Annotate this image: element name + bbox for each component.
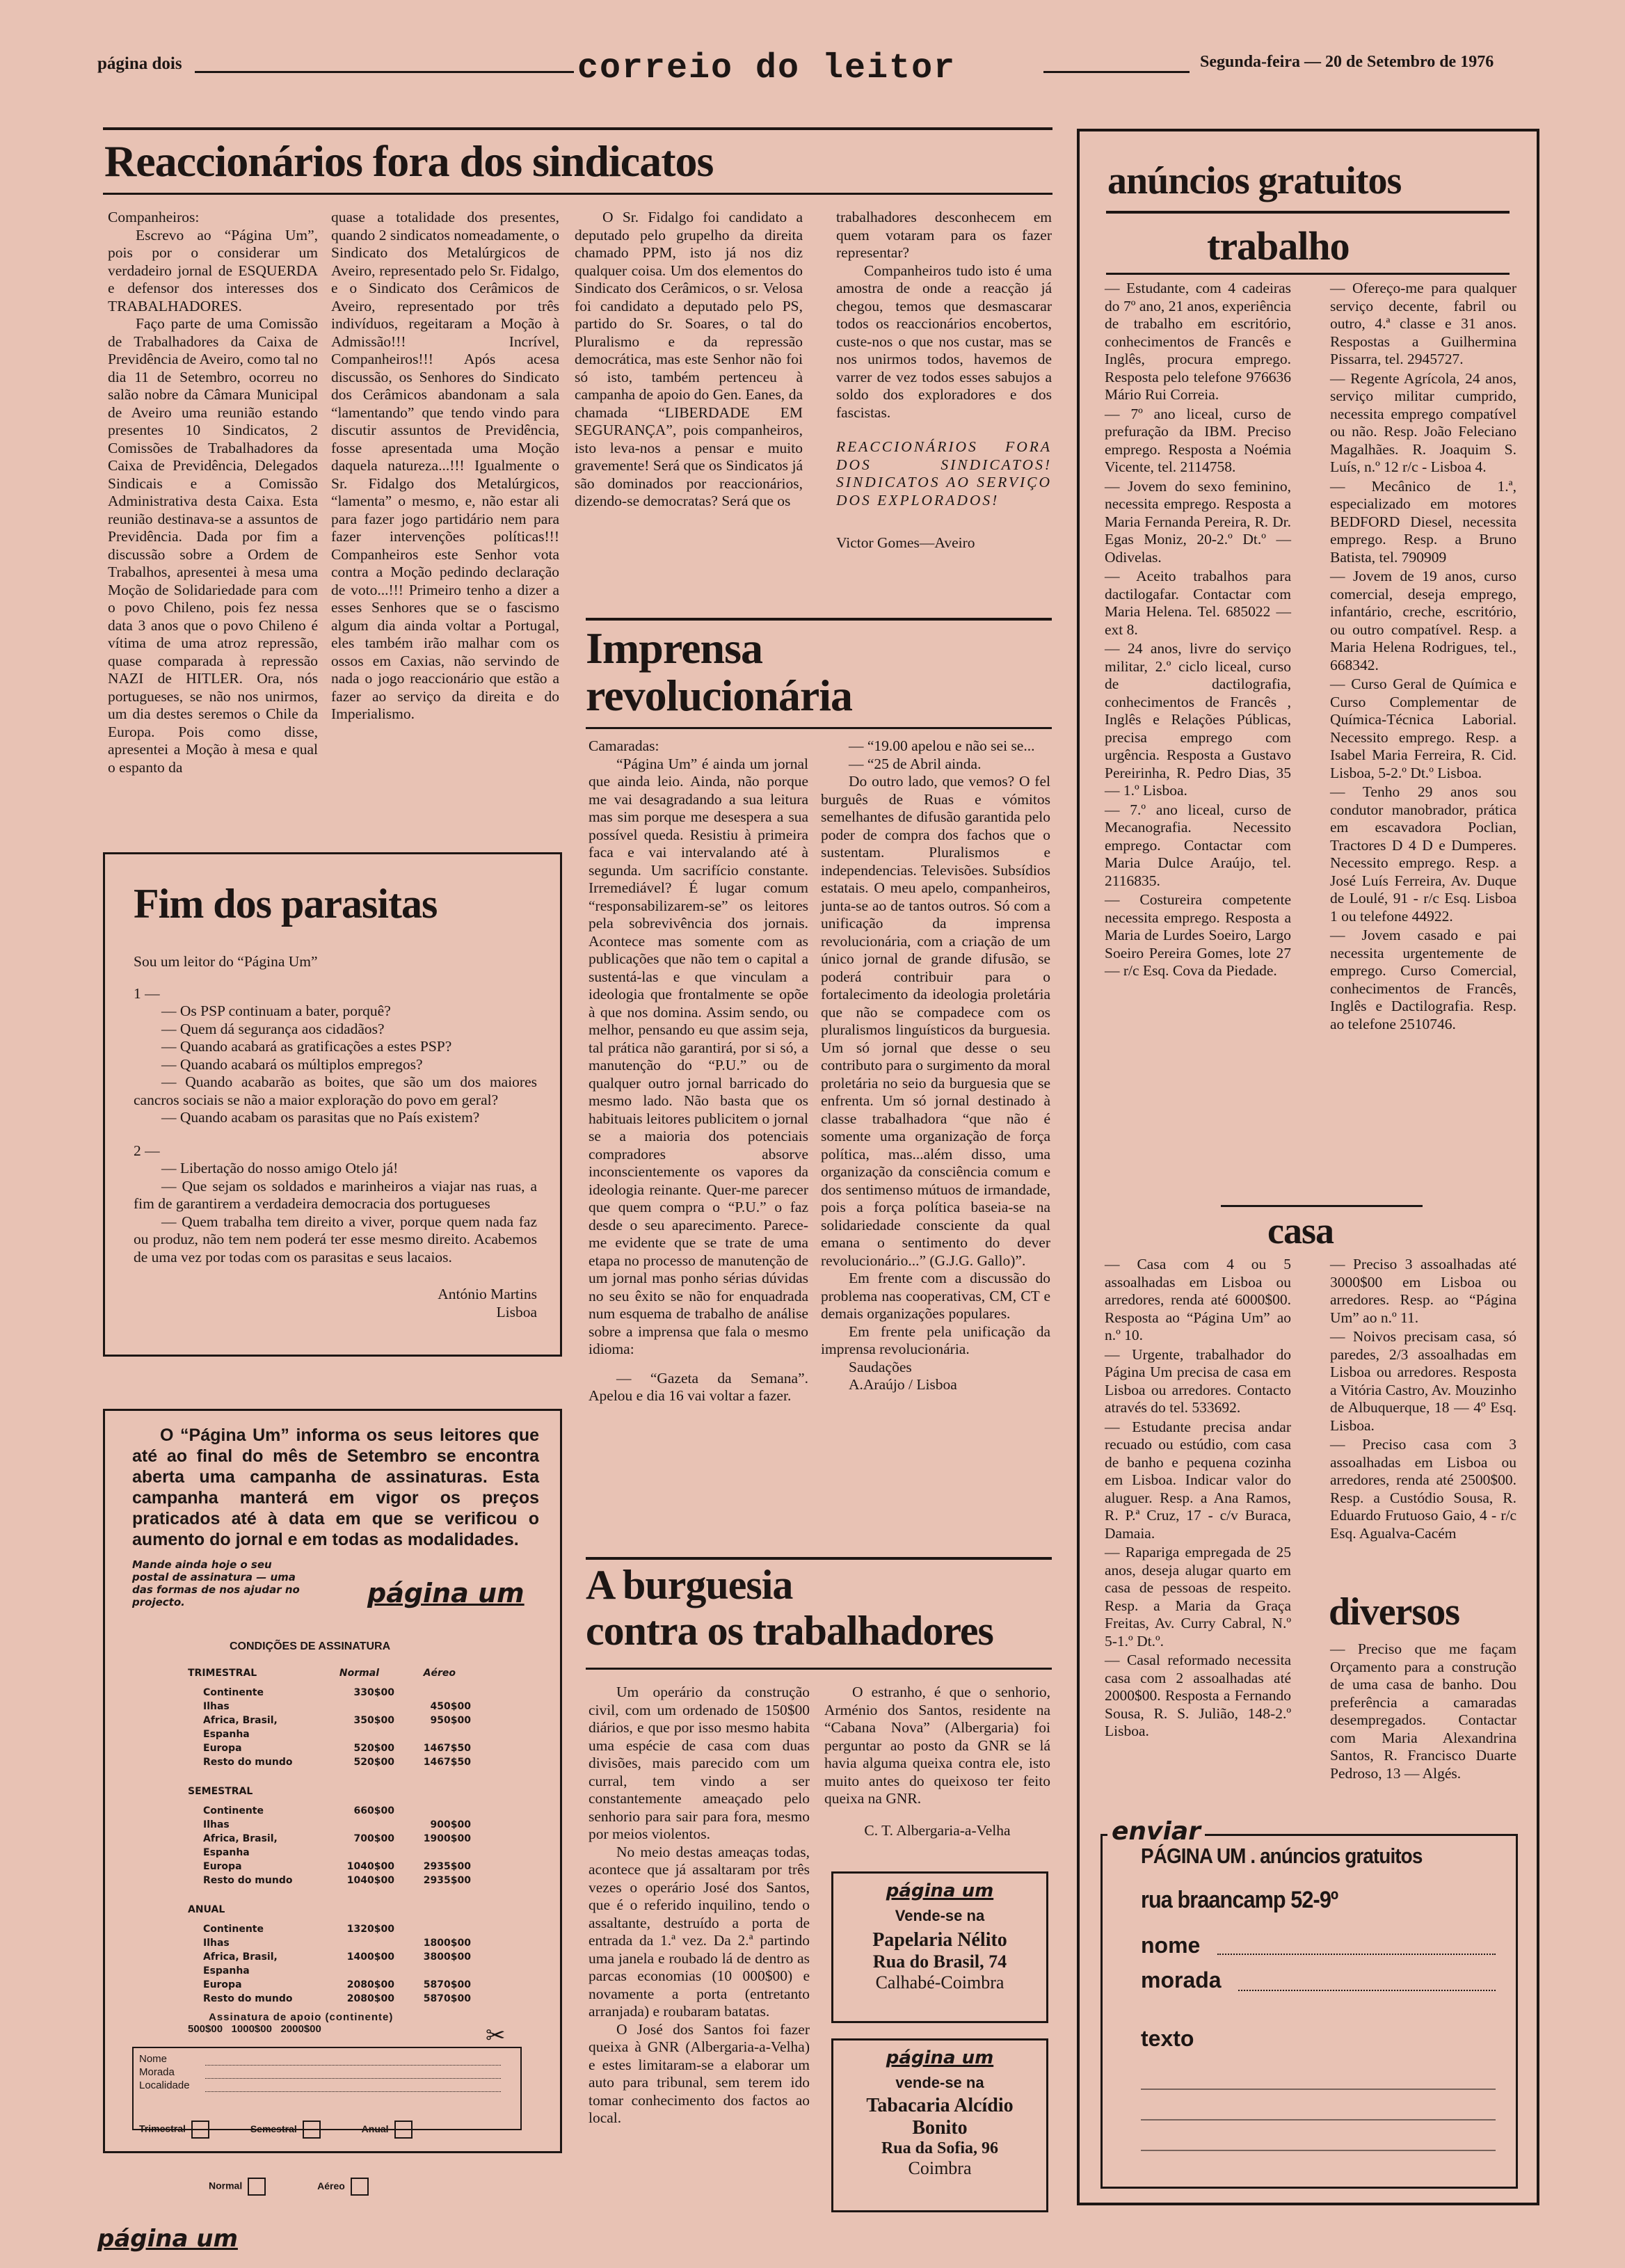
form-localidade-field[interactable] [205, 2079, 501, 2092]
anual-cell: 1800$00 [423, 1938, 471, 1949]
semestral-price-row [203, 1860, 480, 1874]
semestral-cell: 660$00 [353, 1805, 394, 1816]
ads-send-nome-field[interactable] [1217, 1954, 1496, 1955]
article3-col2-p4: Em frente pela unificação da imprensa revolucionária. [821, 1323, 1050, 1357]
article3-col2-p1: — “25 de Abril ainda. [849, 755, 982, 772]
trimestral-label: TRIMESTRAL [188, 1668, 257, 1679]
article1-col4-p0: trabalhadores desconhecem em quem votaram para os fazer representar? [836, 209, 1052, 261]
casa1-ad1: — Casa com 4 ou 5 assoalhadas em Lisboa ou arredores, renda até 6000$00. Resposta ao “Página Um” ao n.º 10. [1105, 1256, 1291, 1343]
article2-d3: — Quem trabalha tem direito a viver, porque quem nada faz ou produz, não tem nem poderá ter esse mesmo direito. Acabemos de uma vez por todas com os parasitas e seus lacaios. [134, 1213, 537, 1265]
anual-cell [394, 1922, 471, 1936]
article4-top-rule [586, 1557, 1052, 1560]
footer-logo: página um [97, 2225, 238, 2253]
ads-trabalho-heading: trabalho [1207, 223, 1350, 269]
article2-intro: Sou um leitor do “Página Um” [134, 953, 318, 970]
article2-q4: — Quando acabará os múltiplos empregos? [161, 1055, 423, 1073]
semestral-cell: Continente [203, 1805, 264, 1816]
trimestral-price-row [203, 1714, 480, 1741]
article3-col2 [821, 737, 1050, 1394]
casa1-ad3: — Estudante precisa andar recuado ou estúdio, com casa de banho e pequena cozinha em Lisboa. Indicar valor do aluguer. Resp. a Ana Ramos, R. P.ª Cruz, 17 - c/v Buraca, Damaia. [1105, 1418, 1291, 1542]
article1-col2 [331, 209, 559, 724]
trimestral-cell: 1467$50 [423, 1757, 471, 1768]
ads-casa-col2 [1330, 1256, 1516, 1544]
scissors-icon: ✂ [486, 2023, 506, 2049]
article3-col1-p1: “Página Um” é ainda um jornal que ainda leio. Ainda, não porque me vai desagradando a sua leitura mas sim porque me desespera a sua possível queda. Resistiu à primeira faca e vai intervalando até à segunda. Um sacrifício constante. Irremediável? É lugar comum “responsabilizarem-se” os leitores pela sobrevivência dos jornais. Acontece mas somente com as publicações que não tem o capital a sustentá-las e que vinculam a ideologia que frontalmente se opõe à que nos domina. Assim sendo, ou melhor, pensando eu que assim seja, tal prática não garantirá, por si só, a manutenção do “P.U.” ou de qualquer outro jornal barricado do mesmo lado. Não basta que os habituais leitores publicitem o jornal se a maioria dos potenciais compradores absorve inconscientemente os vapores da ideologia reinante. Quer-me parecer que quem compra o “P.U.” o faz desde o seu aparecimento. Parece-me evidente que se trate de uma etapa no processo de manutenção de um jornal mas ponho sérias dúvidas no seu êxito se não for enquadrada num esquema de trabalho de análise sobre a imprensa que fala o mesmo idioma: [589, 755, 808, 1357]
anual-cell: 5870$00 [423, 1993, 471, 2004]
anual-cell: Continente [203, 1924, 264, 1935]
article4-col2-p0: O estranho, é que o senhorio, Arménio dos Santos, residente na “Cabana Nova” (Albergaria) foi perguntar ao posto da GNR se lá havia alguma queixa contra ele, isto muito antes do queixoso ter feito queixa na GNR. [824, 1684, 1050, 1807]
trab2-ad1: — Ofereço-me para qualquer serviço decente, fabril ou outro, 4.ª classe e 31 anos. Respostas a Guilhermina Pissarra, tel. 2945727. [1330, 280, 1516, 367]
checkbox-row-2 [209, 2178, 369, 2196]
col-normal-label: Normal [339, 1668, 379, 1679]
article2-title: Fim dos parasitas [134, 881, 438, 927]
trimestral-price-row [203, 1700, 480, 1714]
ads-send-line2: rua braancamp 52-9º [1141, 1887, 1338, 1913]
casa2-ad3: — Preciso casa com 3 assoalhadas em Lisboa ou arredores, renda até 2500$00. Resp. a Custódio Sousa, R. Eduardo Frutuoso Gaio, 4 - r/c Esq. Agualva-Cacém [1330, 1436, 1516, 1542]
trimestral-cell: Africa, Brasil, Espanha [203, 1715, 278, 1740]
trab1-ad7: — Costureira competente necessita emprego. Resposta a Maria de Lurdes Soeiro, Largo Soeiro Pereira Gomes, lote 27 — r/c Esq. Cova da Piedade. [1105, 891, 1291, 979]
trab1-ad5: — 24 anos, livre do serviço militar, 2.º ciclo liceal, curso de dactilografia, conhecimentos de Francês , Inglês e Relações Públicas, precisa emprego com urgência. Resposta a Gustavo Pereirinha, R. Pedro Dias, 35 — 1.º Lisboa. [1105, 640, 1291, 799]
casa2-ad1: — Preciso 3 assoalhadas até 3000$00 em Lisboa ou arredores. Resp. ao “Página Um” ao n.º 11. [1330, 1256, 1516, 1326]
ads-diversos-heading: diversos [1329, 1590, 1459, 1634]
trab1-ad4: — Aceito trabalhos para dactilogafar. Contactar com Maria Helena. Tel. 685022 — ext 8. [1105, 568, 1291, 638]
semestral-cell: 2935$00 [423, 1875, 471, 1886]
div-ad1: — Preciso que me façam Orçamento para a construção de uma casa de banho. Dou preferência a camaradas desempregados. Contactar com Maria Alexandrina Santos, R. Francisco Duarte Pedroso, 13 — Algés. [1330, 1640, 1516, 1782]
ads-casa-heading: casa [1267, 1210, 1334, 1252]
ads-trabalho-col2 [1330, 280, 1516, 1035]
vendor2-line4: Rua da Sofia, 96 [881, 2139, 999, 2157]
article2-q3: — Quando acabará as gratificações a estes PSP? [161, 1038, 452, 1055]
trimestral-cell: 950$00 [430, 1715, 471, 1726]
anual-cell: Ilhas [203, 1938, 230, 1949]
ads-casa-col1 [1105, 1256, 1291, 1742]
article1-col1-p0: Companheiros: [108, 209, 200, 225]
ads-send-morada-field[interactable] [1238, 1990, 1496, 1991]
semestral-cell: Resto do mundo [203, 1875, 293, 1886]
article1-slogan: REACCIONÁRIOS FORA DOS SINDICATOS! SINDICATOS AO SERVIÇO DOS EXPLORADOS! [836, 438, 1052, 509]
subscription-conditions-title: CONDIÇÕES DE ASSINATURA [230, 1640, 391, 1652]
article3-top-rule [586, 618, 1052, 621]
chk-semestral-box[interactable] [303, 2121, 321, 2139]
semestral-cell: 1900$00 [423, 1833, 471, 1844]
trimestral-cell: Ilhas [203, 1701, 230, 1712]
trimestral-cell: 1467$50 [423, 1743, 471, 1754]
article1-title: Reaccionários fora dos sindicatos [104, 136, 714, 186]
casa1-ad4: — Rapariga empregada de 25 anos, deseja alugar quarto em casa de pessoas de respeito. Resp. a Maria da Graça Freitas, Av. Curry Cabral, N.º 5-1.º Dt.º. [1105, 1544, 1291, 1650]
article3-col1 [589, 737, 808, 1405]
article4-col1 [589, 1684, 810, 2127]
article2-body [134, 953, 537, 1321]
article1-col2-p0: quase a totalidade dos presentes, quando 2 sindicatos nomeadamente, o Sindicato dos Metalúrgicos de Aveiro, representado pelo Sr. Fidalgo, e o Sindicato dos Cerâmicos de Aveiro, representado por três indivíduos, regeitaram a Moção à Admissão!!! Incrível, Companheiros!!! Após acesa discussão, os Senhores do Sindicato dos Cerâmicos abandonam a sala “lamentando” que tendo vindo para discutir assuntos de Previdência, fosse apresentada uma Moção daquela natureza...!!! Igualmente o Sr. Fidalgo dos Metalúrgicos, “lamenta” o mesmo, e, não estar ali para fazer jogo partidário nem para fazer intervenções políticas!!! Companheiros este Senhor vota contra a Moção pedindo declaração de voto...!!! Primeiro tenho a dizer a esses Senhores que se o fascismo algum dia ainda voltar a Portugal, eles também irão malhar com os ossos em Caxias, não servindo de nada o jogo reaccionário que estão a fazer ao serviço da direita e do Imperialismo. [331, 209, 559, 722]
article3-title-line2: revolucionária [586, 671, 852, 720]
vendor1-box [831, 1871, 1048, 2023]
subscription-ask: Mande ainda hoje o seu postal de assinatura — uma das formas de nos ajudar no projecto. [132, 1558, 300, 1608]
vendor2-line5: Coimbra [908, 2158, 972, 2178]
vendor1-logo: página um [886, 1880, 994, 1901]
article3-sign1: Saudações [849, 1358, 912, 1375]
trab1-ad1: — Estudante, com 4 cadeiras do 7º ano, 21 anos, experiência de trabalho em escritório, conhecimentos de Francês e Inglês, procura emprego. Resposta pelo telefone 976636 Mário Rui Correia. [1105, 280, 1291, 403]
anual-cell: Resto do mundo [203, 1993, 293, 2004]
form-localidade-label: Localidade [139, 2079, 190, 2091]
chk-normal-box[interactable] [248, 2178, 266, 2196]
trimestral-cell: 350$00 [353, 1715, 394, 1726]
article3-title-line1: Imprensa [586, 623, 762, 673]
ads-send-morada: morada [1141, 1967, 1222, 1993]
anual-label: ANUAL [188, 1904, 225, 1915]
article2-n1: 1 — [134, 984, 160, 1002]
semestral-cell: 2935$00 [423, 1861, 471, 1872]
article1-signature: Victor Gomes—Aveiro [836, 534, 975, 551]
col-aereo-label: Aéreo [423, 1668, 456, 1679]
article2-d1: — Libertação do nosso amigo Otelo já! [161, 1160, 399, 1176]
header-date: Segunda-feira — 20 de Setembro de 1976 [1200, 53, 1494, 71]
chk-aereo-label: Aéreo [317, 2180, 345, 2191]
semestral-rows [203, 1804, 480, 1887]
trimestral-cell: Resto do mundo [203, 1757, 293, 1768]
header-rule-right [1043, 71, 1190, 73]
form-nome-label: Nome [139, 2053, 168, 2065]
semestral-price-row [203, 1832, 480, 1860]
article3-col1-p2: — “Gazeta da Semana”. Apelou e dia 16 vai voltar a fazer. [589, 1369, 808, 1404]
article1-col1-p1: Escrevo ao “Página Um”, pois por o considerar um verdadeiro jornal de ESQUERDA e defensor dos interesses dos TRABALHADORES. [108, 226, 318, 314]
article1-col3 [575, 209, 803, 511]
vendor2-line1: vende-se na [895, 2074, 984, 2091]
anual-cell: 5870$00 [423, 1979, 471, 1990]
article2-signature-name: António Martins [438, 1286, 537, 1302]
semestral-cell [394, 1804, 471, 1818]
vendor2-line3: Bonito [912, 2117, 968, 2139]
header-left: página dois [97, 54, 182, 73]
anual-price-row [203, 1992, 480, 2006]
semestral-cell: 900$00 [430, 1819, 471, 1830]
apoio-values: 500$00 1000$00 2000$00 [188, 2023, 321, 2035]
trab2-ad6: — Tenho 29 anos sou condutor manobrador, prática em escavadora Poclian, Tractores D 4 D e Dumperes. Necessito emprego. Resp. a José Luís Ferreira, Av. Duque de Loulé, 91 - r/c Esq. Lisboa 1 ou telefone 44922. [1330, 783, 1516, 925]
article4-col1-p2: O José dos Santos foi fazer queixa à GNR (Albergaria-a-Velha) e estes limitaram-se a elaborar um auto para tribunal, sem terem ido tomar conhecimento dos factos ao local. [589, 2020, 810, 2126]
apoio-label: Assinatura de apoio (continente) [209, 2011, 394, 2023]
article1-col4-p1: Companheiros tudo isto é uma amostra de onde a reacção já chegou, temos que desmascarar todos os reaccionários encobertos, custe-nos o que nos custar, mas se nos unirmos todos, havemos de varrer de vez todos esses sabujos a soldo dos exploradores e dos fascistas. [836, 262, 1052, 421]
chk-normal-label: Normal [209, 2180, 243, 2191]
chk-anual-label: Anual [361, 2123, 389, 2134]
trimestral-cell: 330$00 [353, 1687, 394, 1698]
ads-title: anúncios gratuitos [1107, 159, 1402, 202]
semestral-cell: 1040$00 [346, 1875, 394, 1886]
semestral-label: SEMESTRAL [188, 1786, 253, 1797]
semestral-price-row [203, 1874, 480, 1887]
anual-price-row [203, 1936, 480, 1950]
chk-semestral-label: Semestral [250, 2123, 297, 2134]
trimestral-price-row [203, 1741, 480, 1755]
anual-price-row [203, 1978, 480, 1992]
article1-title-rule [103, 193, 1052, 195]
chk-trimestral-box[interactable] [191, 2121, 209, 2139]
article3-col2-p2: Do outro lado, que vemos? O fel burguês de Ruas e vómitos semelhantes de difusão garantida pelo poder de compra dos fachos que o sustentam. Pluralismos e independencias. Televisões. Subsídios estatais. O meu apelo, companheiros, junta-se ao de tantos outros. Só com a unificação da imprensa revolucionária, com a criação de um único jornal de grande difusão, se poderá contribuir para o fortalecimento da ideologia proletária que não se compadece com os pluralismos linguísticos da burguesia. Um só jornal que desse o seu contributo para o surgimento da moral proletária no seio da burguesia que se enfrenta. Um só jornal destinado à classe trabalhadora “que não é somente uma organização de força política, mas...além disso, uma organização da consciência comum e dos sentimenso mútuos de irmandade, pois a força política baseia-se na solidariedade consciente da qual emana o sentimento do dever revolucionário...” (G.J.G. Gallo)”. [821, 773, 1050, 1269]
article2-q2: — Quem dá segurança aos cidadãos? [161, 1020, 385, 1037]
trab2-ad3: — Mecânico de 1.ª, especializado em motores BEDFORD Diesel, necessita emprego. Resp. a Bruno Batista, tel. 790909 [1330, 477, 1516, 566]
anual-cell [325, 1936, 394, 1950]
form-morada-field[interactable] [205, 2066, 501, 2079]
article4-title-line2: contra os trabalhadores [586, 1608, 993, 1654]
vendor1-line1: Vende-se na [895, 1907, 985, 1924]
semestral-cell: Ilhas [203, 1819, 230, 1830]
article3-title-rule [586, 727, 1052, 729]
article1-col4 [836, 209, 1052, 552]
article2-d2: — Que sejam os soldados e marinheiros a viajar nas ruas, a fim de garantirem a verdadeira democracia dos portugueses [134, 1177, 537, 1212]
trimestral-cell: 450$00 [430, 1701, 471, 1712]
subscription-form-labels [139, 2052, 501, 2092]
semestral-cell: 1040$00 [346, 1861, 394, 1872]
trimestral-rows [203, 1686, 480, 1769]
semestral-price-row [203, 1818, 480, 1832]
anual-price-row [203, 1922, 480, 1936]
anual-cell: Europa [203, 1979, 242, 1990]
trab2-ad5: — Curso Geral de Química e Curso Complementar de Química-Técnica Laborial. Necessito emprego. Resp. a Isabel Maria Ferreira, R. Cid. Lisboa, 5-2.º Dt.º Lisboa. [1330, 676, 1516, 781]
article2-n2: 2 — [134, 1142, 160, 1159]
ads-send-texto: texto [1141, 2026, 1194, 2051]
semestral-cell: Europa [203, 1861, 242, 1872]
article3-col1-p0: Camaradas: [589, 737, 659, 754]
anual-cell: Africa, Brasil, Espanha [203, 1951, 278, 1976]
trimestral-cell [325, 1700, 394, 1714]
semestral-cell [325, 1818, 394, 1832]
chk-aereo-box[interactable] [351, 2178, 369, 2196]
header-section-title: correio do leitor [577, 49, 956, 88]
form-morada-label: Morada [139, 2066, 175, 2078]
trimestral-price-row [203, 1686, 480, 1700]
anual-cell: 2080$00 [346, 1979, 394, 1990]
header-rule-left [195, 71, 574, 73]
trab2-ad2: — Regente Agrícola, 24 anos, serviço militar cumprido, necessita emprego compatível ou não. Resp. João Feleciano Magalhães. R. Joaquim S. Luís, n.º 12 r/c - Lisboa 4. [1330, 369, 1516, 475]
trimestral-header [188, 1666, 480, 1680]
trimestral-price-row [203, 1755, 480, 1769]
ads-diversos-col [1330, 1640, 1516, 1784]
vendor2-logo: página um [886, 2047, 994, 2068]
trimestral-cell: 520$00 [353, 1757, 394, 1768]
casa1-ad2: — Urgente, trabalhador do Página Um precisa de casa em Lisboa ou arredores. Contacto através do tel. 533692. [1105, 1345, 1291, 1416]
ads-casa-rule [1221, 1205, 1423, 1207]
vendor1-line2: Papelaria Nélito [872, 1929, 1007, 1951]
form-nome-field[interactable] [205, 2052, 501, 2066]
chk-trimestral-label: Trimestral [139, 2123, 186, 2134]
chk-anual-box[interactable] [394, 2121, 413, 2139]
trab1-ad6: — 7.º ano liceal, curso de Mecanografia. Necessito emprego. Contactar com Maria Dulce Araújo, tel. 2116835. [1105, 801, 1291, 889]
ads-trabalho-col1 [1105, 280, 1291, 982]
ads-send-line1: PÁGINA UM . anúncios gratuitos [1141, 1844, 1423, 1868]
anual-price-row [203, 1950, 480, 1978]
article3-col2-p0: — “19.00 apelou e não sei se... [849, 737, 1035, 754]
ads-send-label: enviar [1107, 1817, 1205, 1846]
ads-send-nome: nome [1141, 1933, 1201, 1958]
trimestral-cell: Continente [203, 1687, 264, 1698]
article2-q6: — Quando acabam os parasitas que no País existem? [161, 1109, 480, 1126]
article4-col1-p0: Um operário da construção civil, com um ordenado de 150$00 diários, e que por isso mesmo habita uma espécie de casa com duas divisões, mais parecido com um curral, tem vindo a ser constantemente ameaçado pelo senhorio para sair para fora, mesmo por meios violentos. [589, 1684, 810, 1842]
article1-col1-p2: Faço parte de uma Comissão de Trabalhadores da Caixa de Previdência de Aveiro, como tal no dia 11 de Setembro, ocorreu no salão nobre da Câmara Municipal de Aveiro uma reunião estando presentes 10 Sindicatos, 2 Comissões de Trabalhadores da Caixa de Previdência, Delegados Sindicais e a Comissão Administrativa desta Caixa. Esta reunião destinava-se a assuntos de Previdência. Dada por fim a discussão sobre a Ordem de Trabalhos, apresentei à mesa uma Moção de Solidariedade para com o povo Chileno, pois fez nessa data 3 anos que o povo Chileno é vítima de uma atroz repressão, quase comparada à repressão NAZI de HITLER. Ora, nós portugueses, se não nos unirmos, um dia destes seremos o Chile da Europa. Pois como disse, apresentei a Moção à mesa e qual o espanto da [108, 315, 318, 776]
trab1-ad2: — 7º ano liceal, curso de prefuração da IBM. Preciso emprego. Resposta a Noémia Vicente, tel. 2114758. [1105, 405, 1291, 475]
anual-cell: 3800$00 [423, 1951, 471, 1963]
vendor2-line2: Tabacaria Alcídio [866, 2095, 1014, 2116]
semestral-price-row [203, 1804, 480, 1818]
article1-col1 [108, 209, 318, 776]
anual-cell: 1320$00 [346, 1924, 394, 1935]
vendor1-line3: Rua do Brasil, 74 [872, 1951, 1007, 1972]
subscription-notice: O “Página Um” informa os seus leitores que até ao final do mês de Setembro se encontra aberta uma campanha de assinaturas. Esta campanha manterá em vigor os preços praticados até à data em que se verificou o aumento do jornal e em todas as modalidades. [132, 1426, 539, 1549]
anual-cell: 2080$00 [346, 1993, 394, 2004]
trab1-ad3: — Jovem do sexo feminino, necessita emprego. Resposta a Maria Fernanda Pereira, R. Dr. Egas Moniz, 20-2.º Dt.º — Odivelas. [1105, 477, 1291, 566]
anual-cell: 1400$00 [346, 1951, 394, 1963]
article4-col1-p1: No meio destas ameaças todas, acontece que já assaltaram por três vezes o operário José dos Santos, que é o referido inquilino, tendo o assaltante, destruído a porta de entrada da 1.ª vez. Da 2.ª partindo uma janela e roubado lá de dentro as parcas economias (10 000$00) e novamente a porta (entretanto arranjada) e roubaram batatas. [589, 1843, 810, 2020]
article2-signature-place: Lisboa [496, 1303, 537, 1320]
ads-send-texto-field[interactable] [1141, 2059, 1496, 2178]
article4-col2 [824, 1684, 1050, 1839]
article3-sign2: A.Araújo / Lisboa [849, 1376, 957, 1393]
anual-rows [203, 1922, 480, 2006]
vendor2-box [831, 2038, 1048, 2212]
trab2-ad4: — Jovem de 19 anos, curso comercial, deseja emprego, infantário, creche, escritório, ou outro compatível. Resp. a Maria Helena Rodrigues, tel., 668342. [1330, 568, 1516, 673]
checkbox-row-1 [139, 2121, 501, 2139]
ads-title-rule [1106, 211, 1510, 214]
article4-signature: C. T. Albergaria-a-Velha [864, 1821, 1011, 1839]
trimestral-cell [394, 1686, 471, 1700]
vendor1-line4: Calhabé-Coimbra [875, 1972, 1004, 1993]
casa1-ad5: — Casal reformado necessita casa com 2 assoalhadas até 2000$00. Resposta a Fernando Sousa, R. S. Julião, 148-2.º Lisboa. [1105, 1652, 1291, 1739]
trimestral-cell: 520$00 [353, 1743, 394, 1754]
subscription-table [188, 1666, 480, 2035]
semestral-cell: 700$00 [353, 1833, 394, 1844]
semestral-cell: Africa, Brasil, Espanha [203, 1833, 278, 1858]
article1-col3-p0: O Sr. Fidalgo foi candidato a deputado pelo grupelho da direita chamado PPM, isto já nos diz qualquer coisa. Um dos elementos do Sindicato dos Cerâmicos, o sr. Velosa foi candidato a deputado pelo PS, partido do Sr. Soares, o tal do Pluralismo e da repressão democrática, mas este Senhor não foi só isto, também pertenceu à campanha de apoio do Gen. Eanes, da chamada “LIBERDADE EM SEGURANÇA”, pois companheiros, isto leva-nos a pensar e muito gravemente! Será que os Sindicatos já são dominados por reaccionários, dizendo-se democratas? Será que os [575, 209, 803, 509]
ads-trabalho-rule [1106, 273, 1510, 275]
article4-title-line1: A burguesia [586, 1562, 793, 1608]
article3-col2-p3: Em frente com a discussão do problema nas cooperativas, CM, CT e demais organizações populares. [821, 1270, 1050, 1322]
article2-q5: — Quando acabarão as boites, que são um dos maiores cancros sociais se não a maior exploração do povo em geral? [134, 1073, 537, 1108]
trab2-ad7: — Jovem casado e pai necessita urgentemente de emprego. Curso Comercial, conhecimentos de Francês, Inglês e Dactilografia. Resp. ao telefone 2510746. [1330, 927, 1516, 1032]
subscription-logo: página um [367, 1578, 525, 1608]
trimestral-cell: Europa [203, 1743, 242, 1754]
casa2-ad2: — Noivos precisam casa, só paredes, 2/3 assoalhadas em Lisboa ou arredores. Resposta a Vitória Castro, Av. Mouzinho de Albuquerque, 18 — 4º Esq. Lisboa. [1330, 1328, 1516, 1434]
article1-top-rule [103, 127, 1052, 130]
article2-q1: — Os PSP continuam a bater, porquê? [161, 1003, 391, 1019]
article4-title-rule [586, 1668, 1052, 1670]
